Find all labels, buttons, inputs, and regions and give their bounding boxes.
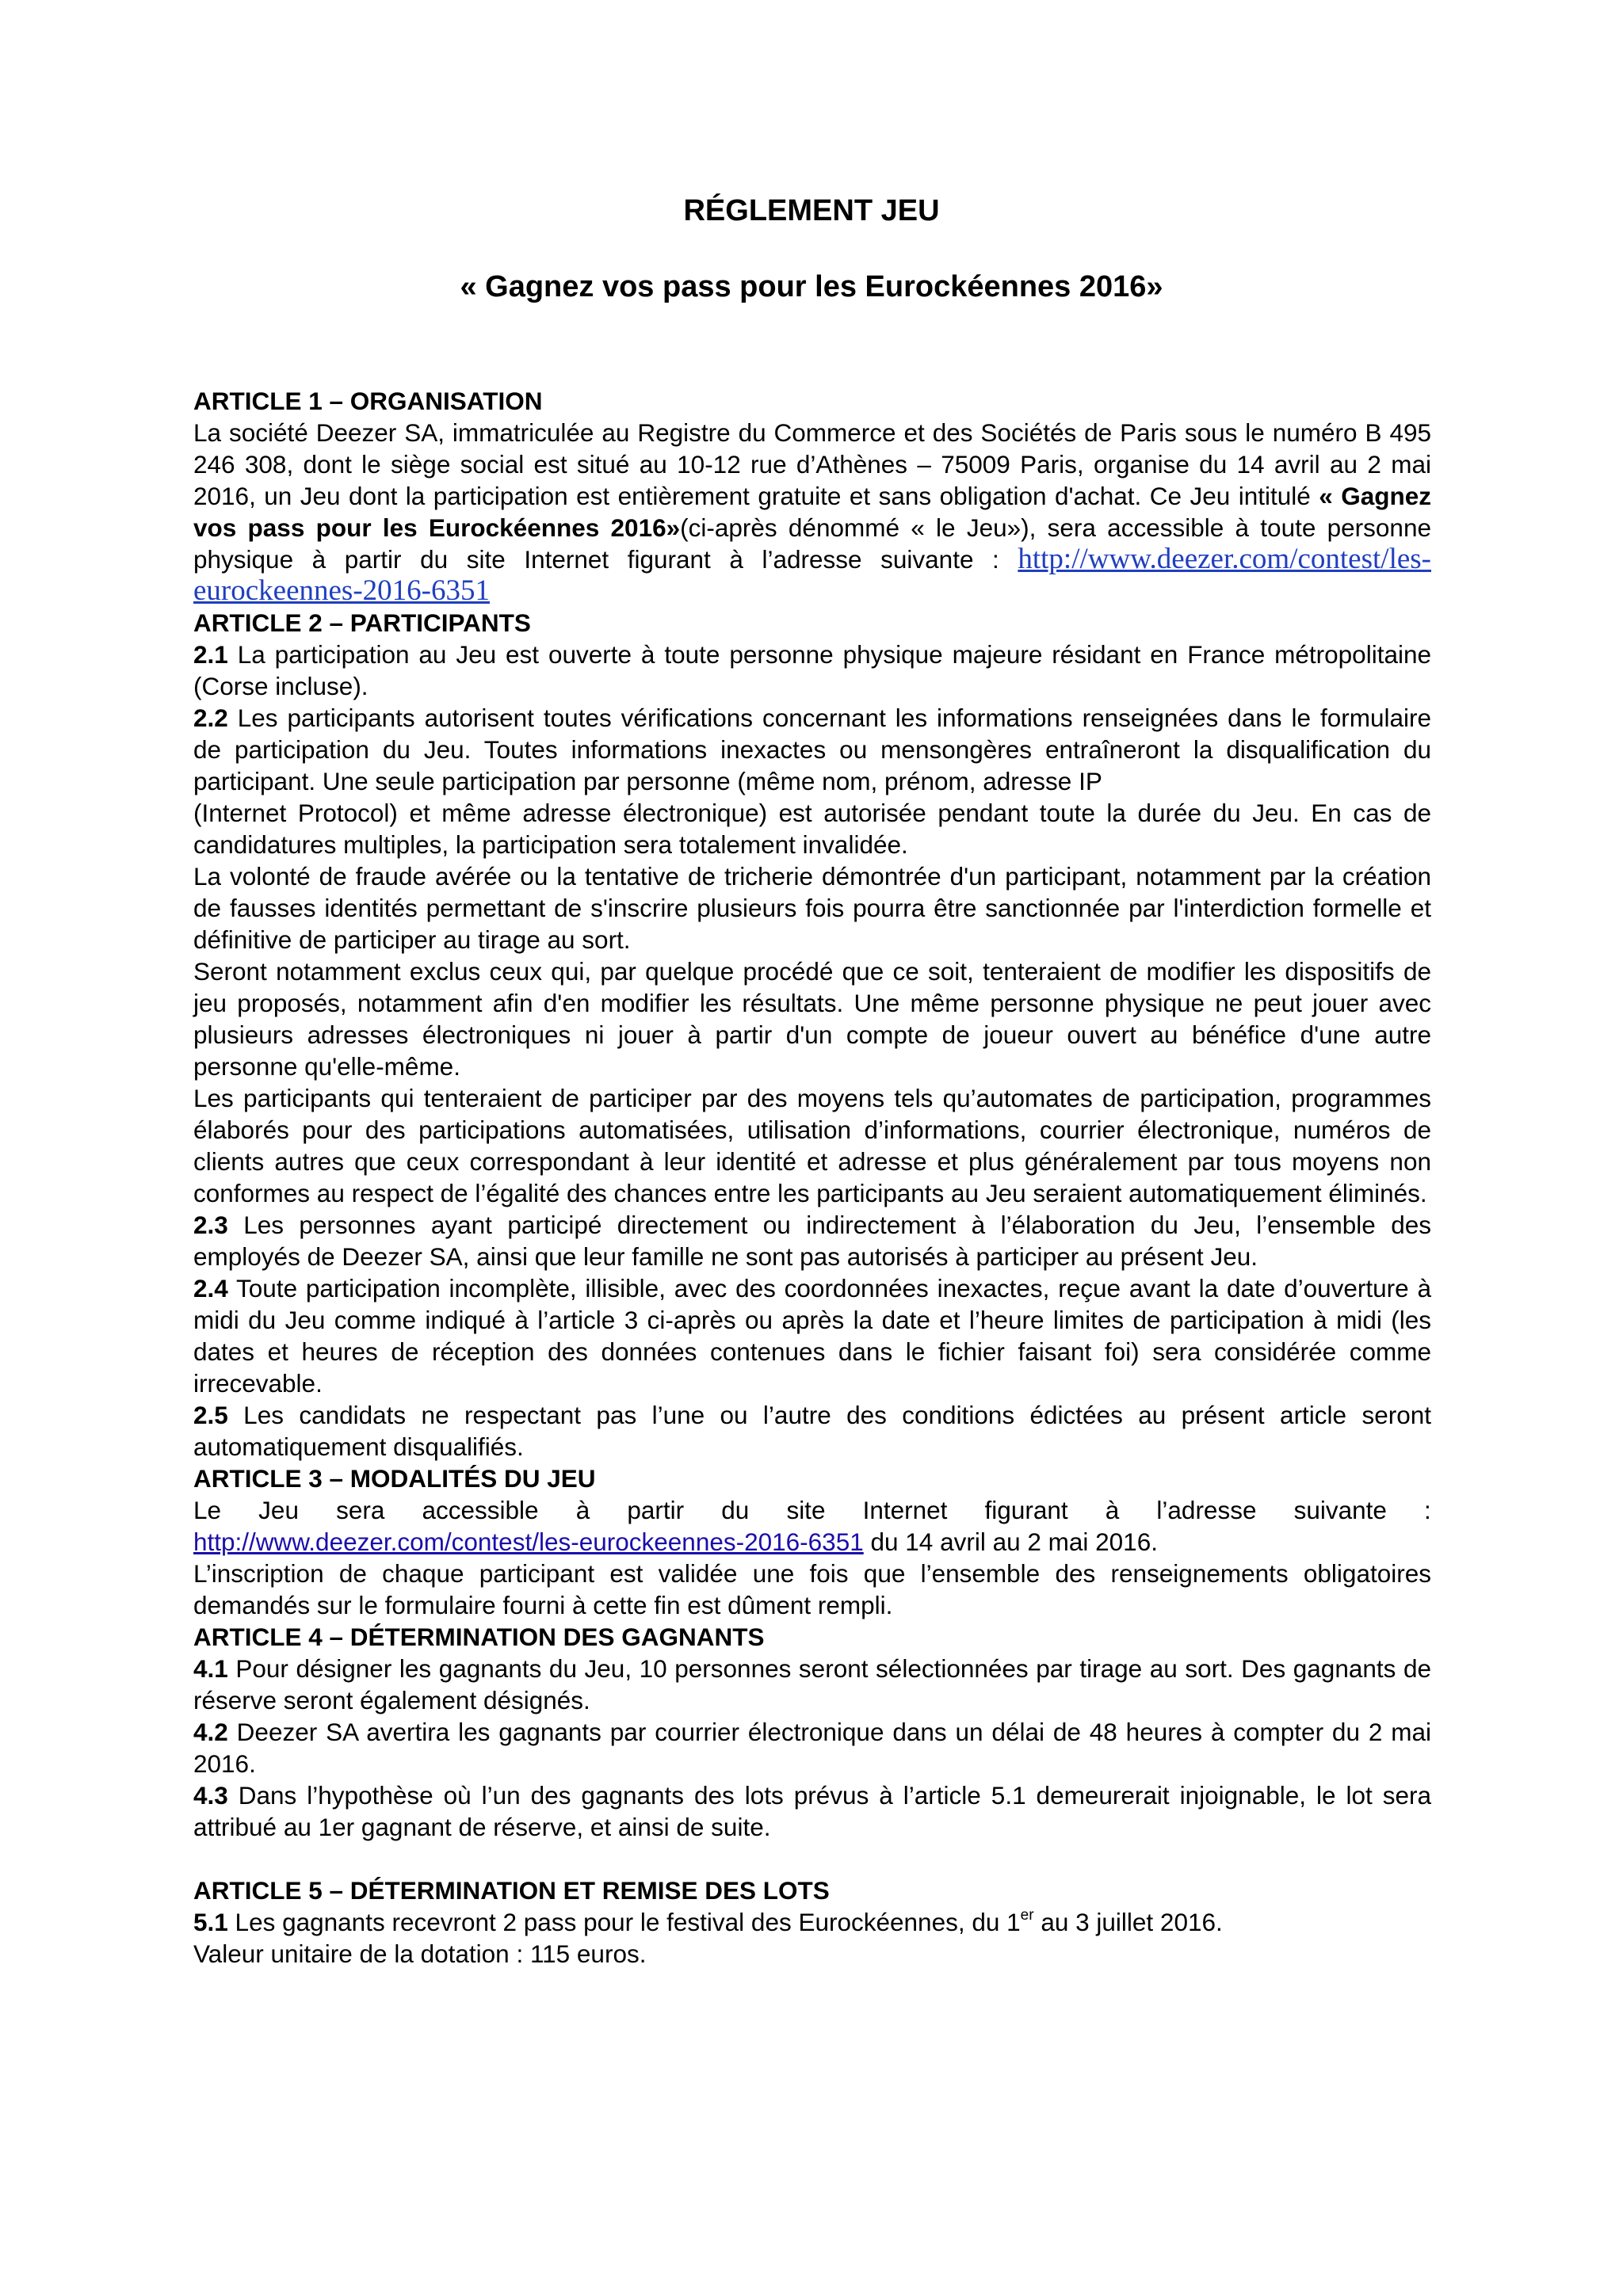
- article-4-heading: ARTICLE 4 – DÉTERMINATION DES GAGNANTS: [193, 1623, 765, 1651]
- word: accessible: [422, 1496, 539, 1524]
- article-3-dates: du 14 avril au 2 mai 2016.: [863, 1527, 1158, 1556]
- clause-number: 2.2: [193, 704, 228, 732]
- article-1-paragraph: [193, 417, 1431, 607]
- word: Internet: [862, 1496, 948, 1524]
- superscript-er: er: [1020, 1906, 1034, 1924]
- article-3-link-line: [193, 1526, 1431, 1558]
- article-3-heading: ARTICLE 3 – MODALITÉS DU JEU: [193, 1464, 596, 1493]
- clause-text-end: au 3 juillet 2016.: [1033, 1908, 1223, 1936]
- word: site: [786, 1496, 826, 1524]
- article-1-text-part1: La société Deezer SA, immatriculée au Registre du Commerce et des Sociétés de Paris sous le numéro B 495 246 308, dont le siège social est situé au 10-12 rue d’Athènes – 75009 Paris, organise du 14 avril au 2 mai 2016, un Jeu dont la participation est entièrement gratuite et sans obligation d'achat. Ce Jeu intitulé: [193, 418, 1431, 510]
- paragraph-inscription: L’inscription de chaque participant est validée une fois que l’ensemble des renseignements obligatoires demandés sur le formulaire fourni à cette fin est dûment rempli.: [193, 1559, 1431, 1619]
- paragraph-5-1: [193, 1906, 1431, 1970]
- clause-number: 2.3: [193, 1211, 228, 1239]
- clause-text-continued: (Internet Protocol) et même adresse électronique) est autorisée pendant toute la durée du Jeu. En cas de candidatures multiples, la participation sera totalement invalidée.: [193, 799, 1431, 859]
- clause-text: La participation au Jeu est ouverte à toute personne physique majeure résidant en France métropolitaine (Corse incluse).: [193, 640, 1431, 700]
- article-1-heading: ARTICLE 1 – ORGANISATION: [193, 387, 543, 415]
- word: partir: [627, 1496, 685, 1524]
- game-name: « Gagnez vos pass pour les Eurockéennes 2016»: [193, 482, 1432, 542]
- clause-text: Deezer SA avertira les gagnants par courrier électronique dans un délai de 48 heures à compter du 2 mai 2016.: [193, 1718, 1431, 1778]
- clause-text: Toute participation incomplète, illisible, avec des coordonnées inexactes, reçue avant la date d’ouverture à midi du Jeu comme indiqué à l’article 3 ci-après ou après la date et l’heure limites de participation à midi (les dates et heures de réception des données contenues dans le fichier faisant foi) sera considérée comme irrecevable.: [193, 1274, 1431, 1398]
- paragraph-4-1: [193, 1653, 1431, 1716]
- clause-number: 4.2: [193, 1718, 228, 1746]
- document-body: [193, 385, 1431, 1970]
- clause-number: 4.1: [193, 1654, 228, 1683]
- paragraph-2-5: [193, 1399, 1431, 1463]
- clause-number: 2.4: [193, 1274, 228, 1302]
- word: suivante: [1293, 1496, 1387, 1524]
- paragraph-fraud: La volonté de fraude avérée ou la tentative de tricherie démontrée d'un participant, notamment par la création de fausses identités permettant de s'inscrire plusieurs fois pourra être sanctionnée par l'interdiction formelle et définitive de participer au tirage au sort.: [193, 862, 1431, 954]
- word: Jeu: [258, 1496, 299, 1524]
- word: sera: [336, 1496, 385, 1524]
- word: figurant: [984, 1496, 1068, 1524]
- paragraph-2-4: [193, 1272, 1431, 1399]
- clause-number: 2.1: [193, 640, 228, 669]
- section-spacer: [193, 1843, 1431, 1875]
- contest-link-article-1[interactable]: http://www.deezer.com/contest/les-eurockeennes-2016-6351: [193, 543, 1431, 607]
- paragraph-4-3: [193, 1779, 1431, 1843]
- word: du: [721, 1496, 750, 1524]
- paragraph-2-2: [193, 702, 1431, 860]
- paragraph-2-1: [193, 639, 1431, 702]
- word: :: [1424, 1496, 1431, 1524]
- paragraph-2-3: [193, 1209, 1431, 1272]
- document-title: RÉGLEMENT JEU: [683, 194, 940, 227]
- paragraph-excluded: Seront notamment exclus ceux qui, par quelque procédé que ce soit, tenteraient de modifier les dispositifs de jeu proposés, notamment afin d'en modifier les résultats. Une même personne physique ne peut jouer avec plusieurs adresses électroniques ni jouer à partir d'un compte de joueur ouvert au bénéfice d'une autre personne qu'elle-même.: [193, 957, 1431, 1081]
- clause-text: Les gagnants recevront 2 pass pour le festival des Eurockéennes, du 1: [227, 1908, 1021, 1936]
- clause-number: 2.5: [193, 1401, 228, 1429]
- clause-number: 5.1: [193, 1908, 228, 1936]
- word: l’adresse: [1156, 1496, 1257, 1524]
- contest-link-article-3[interactable]: http://www.deezer.com/contest/les-eurockeennes-2016-6351: [193, 1527, 864, 1556]
- document-subtitle: « Gagnez vos pass pour les Eurockéennes 2016»: [460, 270, 1163, 303]
- clause-text: Les candidats ne respectant pas l’une ou l’autre des conditions édictées au présent article seront automatiquement disqualifiés.: [193, 1401, 1431, 1461]
- word: à: [1105, 1496, 1120, 1524]
- paragraph-automates: Les participants qui tenteraient de participer par des moyens tels qu’automates de participation, programmes élaborés pour des participations automatisées, utilisation d’informations, courrier électronique, numéros de clients autres que ceux correspondant à leur identité et adresse et plus généralement par tous moyens non conformes au respect de l’égalité des chances entre les participants au Jeu seraient automatiquement éliminés.: [193, 1084, 1431, 1207]
- paragraph-4-2: [193, 1716, 1431, 1779]
- article-1-text-part2: (ci-après dénommé « le Jeu»), sera accessible à toute personne physique à partir du site Internet figurant à l’adresse suivante :: [193, 513, 1431, 574]
- word: Le: [193, 1496, 222, 1524]
- clause-text: Dans l’hypothèse où l’un des gagnants des lots prévus à l’article 5.1 demeurerait injoignable, le lot sera attribué au 1er gagnant de réserve, et ainsi de suite.: [193, 1781, 1431, 1841]
- clause-text: Les participants autorisent toutes vérifications concernant les informations renseignées dans le formulaire de participation du Jeu. Toutes informations inexactes ou mensongères entraîneront la disqualification du participant. Une seule participation par personne (même nom, prénom, adresse IP: [193, 704, 1431, 795]
- word: à: [575, 1496, 590, 1524]
- clause-text: Pour désigner les gagnants du Jeu, 10 personnes seront sélectionnées par tirage au sort. Des gagnants de réserve seront également désignés.: [193, 1654, 1431, 1714]
- clause-number: 4.3: [193, 1781, 228, 1810]
- article-2-heading: ARTICLE 2 – PARTICIPANTS: [193, 608, 531, 637]
- clause-text: Les personnes ayant participé directement ou indirectement à l’élaboration du Jeu, l’ensemble des employés de Deezer SA, ainsi que leur famille ne sont pas autorisés à participer au présent Jeu.: [193, 1211, 1431, 1271]
- article-5-heading: ARTICLE 5 – DÉTERMINATION ET REMISE DES LOTS: [193, 1876, 830, 1905]
- prize-value: Valeur unitaire de la dotation : 115 euros.: [193, 1939, 647, 1968]
- article-3-first-line: [193, 1494, 1431, 1526]
